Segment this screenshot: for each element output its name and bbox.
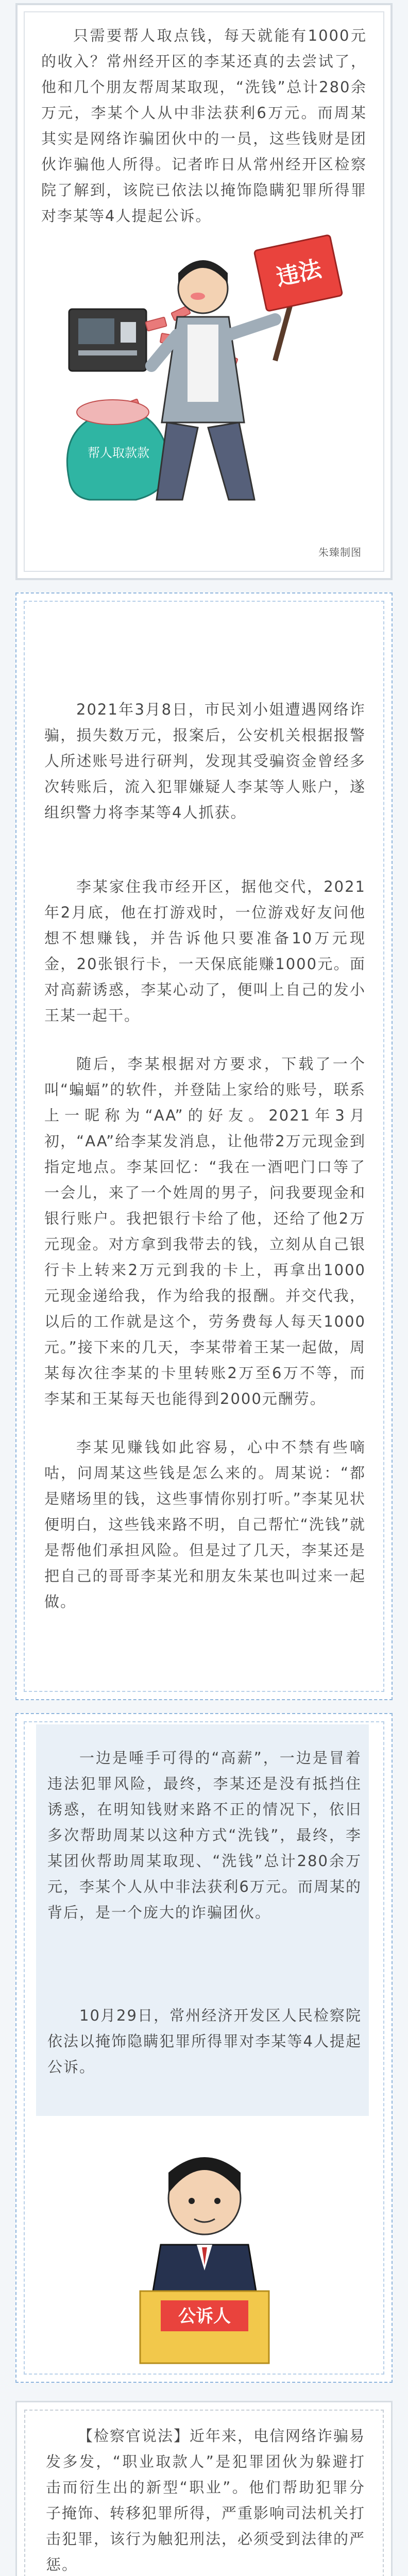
- podium: [140, 2291, 269, 2363]
- prosecutor-figure: [150, 2157, 259, 2307]
- story-paragraph-4: 李某见赚钱如此容易，心中不禁有些嘀咕，问周某这些钱是怎么来的。周某说：“都是赌场里的钱，这些事情你别打听。”李某见状便明白，这些钱来路不明，自己帮忙“洗钱”就是帮他们承担风险。但是过了几天，李某还是把自己的哥哥李某光和朋友朱某也叫过来一起做。: [44, 1438, 366, 1611]
- prosecutor-note-card: [15, 2401, 393, 2576]
- prosecutor-note-paragraph: 【检察官说法】近年来，电信网络诈骗易发多发，“职业取款人”是犯罪团伙为躲避打击而衍生出的新型“职业”。他们帮助犯罪分子掩饰、转移犯罪所得，严重影响司法机关打击犯罪，该行为触犯刑法，必须受到法律的严惩。: [46, 2427, 366, 2573]
- illustration-credit: 朱臻制图: [318, 546, 362, 558]
- story-paragraph-3: 随后，李某根据对方要求，下载了一个叫“蝙蝠”的软件，并登陆上家给的账号，联系上一昵称为“AA”的好友。2021年3月初，“AA”给李某发消息，让他带2万元现金到指定地点。李某回忆：“我在一酒吧门口等了一会儿，来了一个姓周的男子，问我要现金和银行账户。我把银行卡给了他，还给了他2万元现金。对方拿到我带去的钱，立刻从自己银行卡上转来2万元到我的卡上，再拿出1000元现金递给我，作为给我的报酬。并交代我，以后的工作就是这个，劳务费每人每天1000元。”接下来的几天，李某带着王某一起做，周某每次往李某的卡里转账2万至6万不等，而李某和王某每天也能得到2000元酬劳。: [44, 1055, 366, 1408]
- money-laundering-illustration: [48, 232, 363, 536]
- intro-card: [15, 3, 393, 580]
- story-paragraph-1: 2021年3月8日，市民刘小姐遭遇网络诈骗，损失数万元，报案后，公安机关根据报警人所述账号进行研判，发现其受骗资金曾经多次转账后，流入犯罪嫌疑人李某等人账户，遂组织警力将李某等4人抓获。: [44, 701, 366, 821]
- prosecutor-sign-text: 公诉人: [178, 2306, 231, 2327]
- man-figure: [151, 260, 275, 500]
- atm-icon: [69, 309, 146, 371]
- summary-card: [15, 1713, 393, 2383]
- summary-paragraph-1: 一边是唾手可得的“高薪”，一边是冒着违法犯罪风险，最终，李某还是没有抵挡住诱惑，在明知钱财来路不正的情况下，依旧多次帮助周某以这种方式“洗钱”，最终，李某团伙帮助周某取现、“洗钱”总计280余万元，李某个人从中非法获利6万元。而周某的背后，是一个庞大的诈骗团伙。: [47, 1749, 362, 1921]
- prosecutor-illustration: [120, 2137, 290, 2368]
- illegal-sign-text: 违法: [274, 256, 324, 291]
- story-paragraph-2: 李某家住我市经开区，据他交代，2021年2月底，他在打游戏时，一位游戏好友问他想不想赚钱，并告诉他只要准备10万元现金，20张银行卡，一天保底能赚1000元。面对高薪诱惑，李某心动了，便叫上自己的发小王某一起干。: [44, 878, 366, 1024]
- summary-paragraph-2: 10月29日，常州经济开发区人民检察院依法以掩饰隐瞒犯罪所得罪对李某等4人提起公诉。: [47, 2007, 362, 2076]
- illegal-sign: [254, 235, 343, 361]
- intro-paragraph: 只需要帮人取点钱，每天就能有1000元的收入？常州经开区的李某还真的去尝试了，他和几个朋友帮周某取现，“洗钱”总计280余万元，李某个人从中非法获利6万元。而周某其实是网络诈骗团伙中的一员，这些钱财是团伙诈骗他人所得。记者昨日从常州经开区检察院了解到，该院已依法以掩饰隐瞒犯罪所得罪对李某等4人提起公诉。: [41, 27, 367, 225]
- story-card: [15, 592, 393, 1700]
- bag-label: 帮人取款款: [88, 446, 149, 460]
